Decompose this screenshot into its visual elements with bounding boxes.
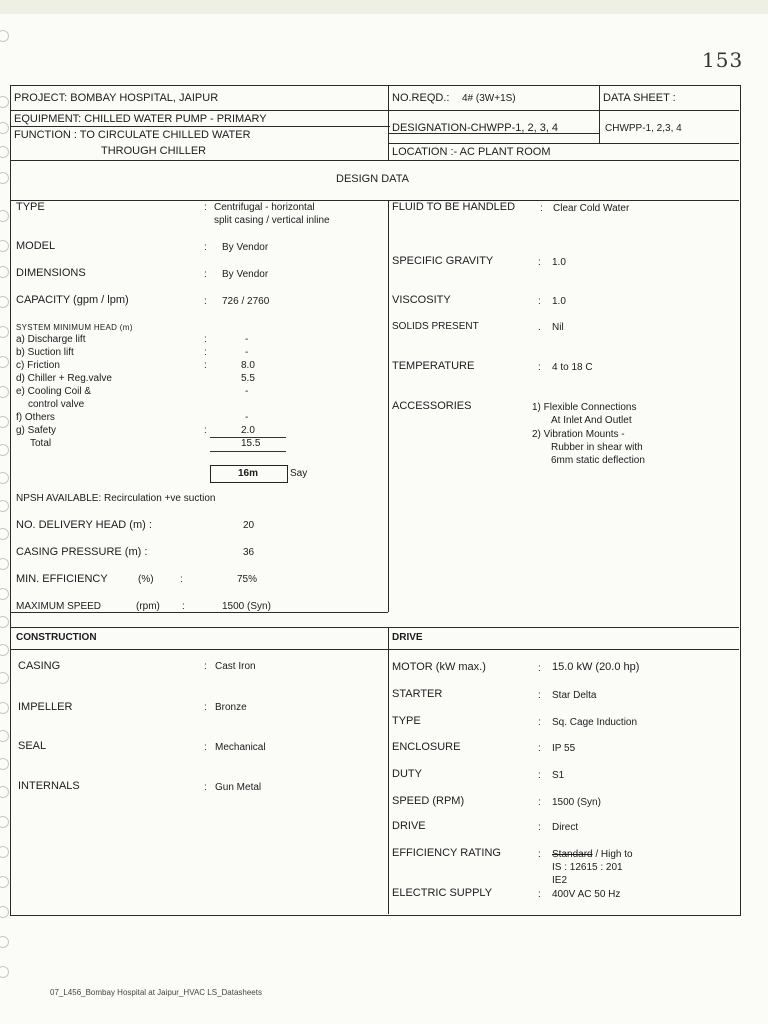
model-label: MODEL: [16, 240, 56, 252]
min-efficiency-unit: (%): [138, 574, 154, 585]
drive-item-label: ELECTRIC SUPPLY: [392, 887, 493, 899]
designation: DESIGNATION-CHWPP-1, 2, 3, 4: [392, 122, 559, 134]
head-item-label: f) Others: [16, 412, 55, 423]
fluid-value: Clear Cold Water: [553, 203, 630, 214]
head-item-label: d) Chiller + Reg.valve: [16, 373, 112, 384]
capacity-label: CAPACITY (gpm / lpm): [16, 294, 129, 306]
system-head-label: SYSTEM MINIMUM HEAD (m): [16, 323, 133, 332]
project-title: PROJECT: BOMBAY HOSPITAL, JAIPUR: [14, 92, 219, 104]
head-item-label: e) Cooling Coil &: [16, 386, 92, 397]
casing-pressure-value: 36: [243, 547, 255, 558]
function-line-2: THROUGH CHILLER: [101, 145, 207, 157]
construction-item-value: Cast Iron: [215, 661, 256, 672]
head-item-label: g) Safety: [16, 425, 57, 436]
design-data-title: DESIGN DATA: [336, 173, 409, 185]
drive-item-value: IE2: [552, 875, 568, 886]
casing-pressure-label: CASING PRESSURE (m) :: [16, 546, 148, 558]
say-label: Say: [290, 468, 308, 479]
scan-top-band: [0, 0, 768, 14]
min-efficiency-label: MIN. EFFICIENCY: [16, 573, 108, 585]
dimensions-label: DIMENSIONS: [16, 267, 86, 279]
no-reqd-value: 4# (3W+1S): [462, 93, 516, 104]
accessory-2-detail: Rubber in shear with: [551, 442, 643, 453]
construction-item-value: Bronze: [215, 702, 247, 713]
solids-label: SOLIDS PRESENT: [392, 321, 479, 332]
head-selected-value: 16m: [238, 468, 259, 479]
temperature-label: TEMPERATURE: [392, 360, 475, 372]
viscosity-label: VISCOSITY: [392, 294, 451, 306]
type-value-2: split casing / vertical inline: [214, 215, 330, 226]
min-efficiency-value: 75%: [237, 574, 258, 585]
construction-item-label: IMPELLER: [18, 701, 73, 713]
head-item-label: b) Suction lift: [16, 347, 74, 358]
construction-item-label: SEAL: [18, 740, 47, 752]
head-item-label: c) Friction: [16, 360, 60, 371]
head-item-value: -: [245, 347, 249, 358]
drive-item-value: 15.0 kW (20.0 hp): [552, 661, 640, 673]
temperature-value: 4 to 18 C: [552, 362, 593, 373]
construction-item-label: CASING: [18, 660, 61, 672]
drive-item-value: IS : 12615 : 201: [552, 862, 623, 873]
drive-item-label: MOTOR (kW max.): [392, 661, 486, 673]
location: LOCATION :- AC PLANT ROOM: [392, 146, 551, 158]
efficiency-struck: Standard: [552, 849, 593, 860]
page-number: 153: [702, 48, 744, 72]
type-value-1: Centrifugal - horizontal: [214, 202, 315, 213]
footer-filename: 07_L456_Bombay Hospital at Jaipur_HVAC LS_Datasheets: [50, 988, 262, 997]
efficiency-rest: / High to: [592, 849, 633, 860]
type-label: TYPE: [16, 201, 45, 213]
delivery-head-value: 20: [243, 520, 255, 531]
viscosity-value: 1.0: [552, 296, 566, 307]
head-item-value: 5.5: [241, 373, 255, 384]
fluid-label: FLUID TO BE HANDLED: [392, 201, 516, 213]
drive-title: DRIVE: [392, 632, 423, 643]
accessory-1: 1) Flexible Connections: [532, 402, 637, 413]
drive-item-value: 1500 (Syn): [552, 797, 601, 808]
drive-item-label: ENCLOSURE: [392, 741, 461, 753]
drive-item-value: 400V AC 50 Hz: [552, 889, 621, 900]
head-total-label: Total: [30, 438, 52, 449]
solids-value: Nil: [552, 322, 564, 333]
drive-item-label: DRIVE: [392, 820, 426, 832]
drive-item-label: DUTY: [392, 768, 422, 780]
drive-item-value: IP 55: [552, 743, 576, 754]
data-sheet-value: CHWPP-1, 2,3, 4: [605, 123, 682, 134]
drive-item-label: SPEED (RPM): [392, 795, 465, 807]
head-item-value: -: [245, 334, 249, 345]
max-speed-label: MAXIMUM SPEED: [16, 601, 102, 612]
data-sheet-label: DATA SHEET :: [603, 92, 676, 104]
model-value: By Vendor: [222, 242, 269, 253]
drive-item-value: S1: [552, 770, 565, 781]
equipment: EQUIPMENT: CHILLED WATER PUMP - PRIMARY: [14, 113, 267, 125]
construction-item-value: Gun Metal: [215, 782, 262, 793]
specific-gravity-value: 1.0: [552, 257, 566, 268]
head-item-value: 8.0: [241, 360, 255, 371]
construction-item-label: INTERNALS: [18, 780, 80, 792]
construction-title: CONSTRUCTION: [16, 632, 97, 643]
head-total-value: 15.5: [241, 438, 261, 449]
drive-item-label: EFFICIENCY RATING: [392, 847, 501, 859]
drive-item-label: STARTER: [392, 688, 443, 700]
efficiency-rating-value: [552, 848, 633, 861]
no-reqd-label: NO.REQD.:: [392, 92, 450, 104]
function-line-1: FUNCTION : TO CIRCULATE CHILLED WATER: [14, 129, 251, 141]
drive-item-value: Sq. Cage Induction: [552, 717, 638, 728]
max-speed-value: 1500 (Syn): [222, 601, 271, 612]
drive-item-value: Direct: [552, 822, 579, 833]
delivery-head-label: NO. DELIVERY HEAD (m) :: [16, 519, 152, 531]
capacity-value: 726 / 2760: [222, 296, 270, 307]
specific-gravity-label: SPECIFIC GRAVITY: [392, 255, 494, 267]
max-speed-unit: (rpm): [136, 601, 160, 612]
head-item-value: 2.0: [241, 425, 255, 436]
accessories-label: ACCESSORIES: [392, 400, 472, 412]
npsh-available: NPSH AVAILABLE: Recirculation +ve suction: [16, 493, 216, 504]
accessory-2-detail-2: 6mm static deflection: [551, 455, 645, 466]
accessory-2: 2) Vibration Mounts -: [532, 429, 625, 440]
accessory-1-detail: At Inlet And Outlet: [551, 415, 632, 426]
dimensions-value: By Vendor: [222, 269, 269, 280]
head-item-label: a) Discharge lift: [16, 334, 86, 345]
head-item-value: -: [245, 386, 249, 397]
drive-item-label: TYPE: [392, 715, 421, 727]
construction-item-value: Mechanical: [215, 742, 266, 753]
head-item-label: control valve: [28, 399, 85, 410]
head-item-value: -: [245, 412, 249, 423]
drive-item-value: Star Delta: [552, 690, 597, 701]
